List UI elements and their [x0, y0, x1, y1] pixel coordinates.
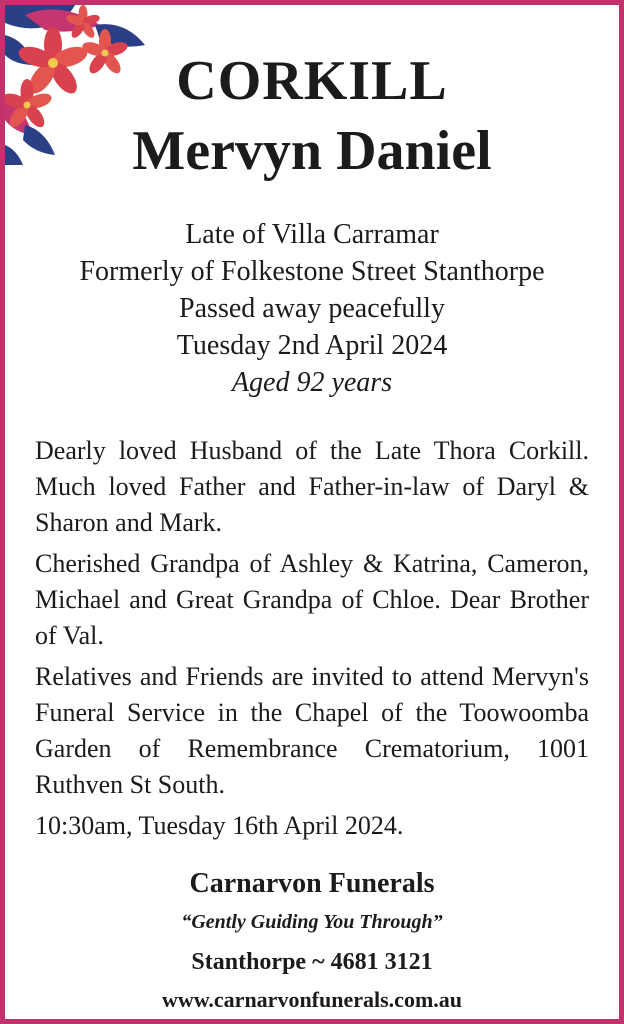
service-paragraph: Relatives and Friends are invited to attend Mervyn's Funeral Service in the Chapel of the Toowoomba Garden of Remembrance Crematorium, 1001 Ruthven St South. — [35, 662, 589, 799]
residence-line: Late of Villa Carramar — [185, 219, 439, 250]
funeral-home-website: www.carnarvonfunerals.com.au — [161, 987, 463, 1012]
service-time-paragraph: 10:30am, Tuesday 16th April 2024. — [35, 811, 404, 840]
passing-line: Passed away peacefully — [179, 293, 445, 324]
former-residence-line: Formerly of Folkestone Street Stanthorpe — [79, 256, 545, 287]
funeral-home-footer — [5, 865, 619, 1019]
notice-details — [5, 216, 619, 401]
funeral-home-slogan: “Gently Guiding You Through” — [181, 911, 443, 933]
deceased-given-names: Mervyn Daniel — [132, 120, 492, 182]
family-paragraph: Dearly loved Husband of the Late Thora Corkill. Much loved Father and Father-in-law of Daryl & Sharon and Mark. — [35, 436, 589, 537]
age-line: Aged 92 years — [231, 367, 393, 398]
deceased-surname: CORKILL — [176, 50, 448, 112]
date-of-death-line: Tuesday 2nd April 2024 — [176, 330, 448, 361]
grandchildren-paragraph: Cherished Grandpa of Ashley & Katrina, Cameron, Michael and Great Grandpa of Chloe. Dear Brother of Val. — [35, 549, 589, 650]
funeral-home-contact: Stanthorpe ~ 4681 3121 — [191, 949, 433, 975]
funeral-home-name: Carnarvon Funerals — [189, 868, 435, 899]
notice-body — [35, 433, 589, 844]
